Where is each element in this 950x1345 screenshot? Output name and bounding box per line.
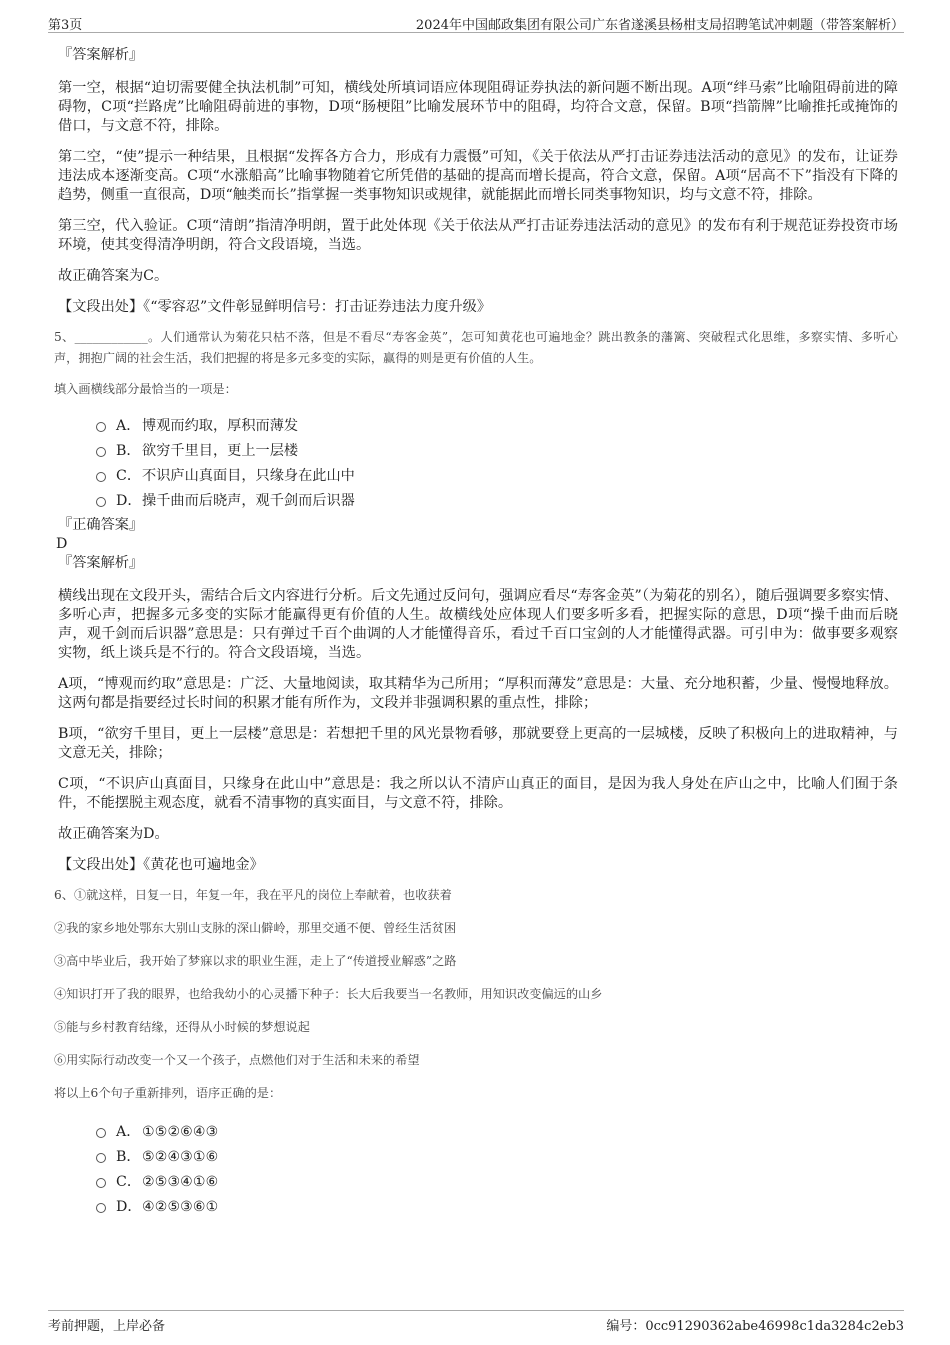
q6-sentence-5: ⑤能与乡村教育结缘，还得从小时候的梦想说起 (54, 1020, 310, 1034)
q6-prompt: 将以上6个句子重新排列，语序正确的是： (54, 1086, 282, 1100)
q5-stem-text: 。人们通常认为菊花只枯不落，但是不看尽“寿客金英”，怎可知黄花也可遍地金？跳出教条的藩篱、突破程式化思维，多察实情、多听心声，拥抱广阔的社会生活，我们把握的将是多元多变的实际，赢得的则是更有价值的人生。 (54, 330, 898, 365)
q5-option-a[interactable]: A． 博观而约取，厚积而薄发 (96, 414, 898, 439)
q5-answer-label: 『正确答案』 (58, 517, 144, 533)
q4-analysis-label: 『答案解析』 (58, 47, 144, 63)
radio-icon[interactable] (96, 1128, 106, 1138)
q5-analysis-para2: A项，“博观而约取”意思是：广泛、大量地阅读，取其精华为己所用；“厚积而薄发”意思是：大量、充分地积蓄，少量、慢慢地释放。这两句都是指要经过长时间的积累才能有所作为，文段并非强调积累的重点性，排除； (58, 676, 898, 711)
q4-analysis-para1: 第一空，根据“迫切需要健全执法机制”可知，横线处所填词语应体现阻碍证券执法的新问题不断出现。A项“绊马索”比喻阻碍前进的障碍物，C项“拦路虎”比喻阻碍前进的事物，D项“肠梗阻”比喻发展环节中的阻碍，均符合文意，保留。B项“挡箭牌”比喻推托或掩饰的借口，与文意不符，排除。 (58, 80, 898, 134)
q6-option-b[interactable]: B．⑤②④③①⑥ (96, 1145, 898, 1170)
q6-sentence-3: ③高中毕业后，我开始了梦寐以求的职业生涯，走上了“传道授业解惑”之路 (54, 954, 457, 968)
radio-icon[interactable] (96, 1153, 106, 1163)
q5-option-c[interactable]: C．不识庐山真面目，只缘身在此山中 (96, 464, 898, 489)
q5-options (58, 414, 898, 514)
q6-sentence-1: 6、①就这样，日复一日，年复一年，我在平凡的岗位上奉献着，也收获着 (54, 888, 452, 902)
radio-icon[interactable] (96, 1178, 106, 1188)
q4-analysis-para3: 第三空，代入验证。C项“清朗”指清净明朗，置于此处体现《关于依法从严打击证券违法活动的意见》的发布有利于规范证券投资市场环境，使其变得清净明朗，符合文段语境，当选。 (58, 218, 898, 253)
radio-icon[interactable] (96, 472, 106, 482)
footer-slogan: 考前押题，上岸必备 (48, 1319, 166, 1334)
radio-icon[interactable] (96, 447, 106, 457)
q5-conclusion: 故正确答案为D。 (58, 826, 169, 842)
q5-analysis-para3: B项，“欲穷千里目，更上一层楼”意思是：若想把千里的风光景物看够，那就要登上更高的一层城楼，反映了积极向上的进取精神，与文意无关，排除； (58, 726, 898, 761)
page-number: 第3页 (48, 18, 83, 33)
radio-icon[interactable] (96, 497, 106, 507)
q5-analysis-para1: 横线出现在文段开头，需结合后文内容进行分析。后文先通过反问句，强调应看尽“寿客金英”（为菊花的别名），随后强调要多察实情、多听心声，把握多元多变的实际才能赢得更有价值的人生。故横线处应体现人们要多听多看，把握实际的意思，D项“操千曲而后晓声，观千剑而后识器”意思是：只有弹过千百个曲调的人才能懂得音乐，看过千百口宝剑的人才能懂得武器。可引申为：做事要多观察实物，纸上谈兵是不行的。符合文段语境，当选。 (58, 588, 898, 661)
q5-analysis-para4: C项，“不识庐山真面目，只缘身在此山中”意思是：我之所以认不清庐山真正的面目，是因为我人身处在庐山之中，比喻人们囿于条件，不能摆脱主观态度，就看不清事物的真实面目，与文意不符，排除。 (58, 776, 898, 811)
radio-icon[interactable] (96, 1203, 106, 1213)
q5-stem (54, 327, 898, 369)
document-body (54, 46, 898, 1220)
q6-sentence-6: ⑥用实际行动改变一个又一个孩子，点燃他们对于生活和未来的希望 (54, 1053, 420, 1067)
q6-option-c[interactable]: C．②⑤③④①⑥ (96, 1170, 898, 1195)
q6-option-a[interactable]: A． ①⑤②⑥④③ (96, 1120, 898, 1145)
q5-answer: D (56, 536, 68, 552)
radio-icon[interactable] (96, 422, 106, 432)
document-id: 编号：0cc91290362abe46998c1da3284c2eb3 (606, 1319, 904, 1334)
q5-prompt: 填入画横线部分最恰当的一项是： (54, 382, 237, 396)
q5-option-d[interactable]: D．操千曲而后晓声，观千剑而后识器 (96, 489, 898, 514)
q5-source: 【文段出处】《黄花也可遍地金》 (58, 857, 264, 873)
q6-sentence-4: ④知识打开了我的眼界，也给我幼小的心灵播下种子：长大后我要当一名教师，用知识改变偏远的山乡 (54, 987, 603, 1001)
q6-options (58, 1120, 898, 1220)
page-footer (48, 1310, 904, 1333)
q5-analysis-label: 『答案解析』 (58, 555, 144, 571)
page-header (48, 10, 904, 33)
document-title: 2024年中国邮政集团有限公司广东省遂溪县杨柑支局招聘笔试冲刺题（带答案解析） (415, 18, 904, 33)
q4-conclusion: 故正确答案为C。 (58, 268, 169, 284)
q5-blank: ____________ (74, 330, 148, 344)
q6-sentence-2: ②我的家乡地处鄂东大别山支脉的深山僻岭，那里交通不便、曾经生活贫困 (54, 921, 457, 935)
q6-option-d[interactable]: D．④②⑤③⑥① (96, 1195, 898, 1220)
q4-source: 【文段出处】《“零容忍”文件彰显鲜明信号：打击证券违法力度升级》 (58, 299, 492, 315)
q4-analysis-para2: 第二空，“使”提示一种结果，且根据“发挥各方合力，形成有力震慑”可知，《关于依法从严打击证券违法活动的意见》的发布，让证券违法成本逐渐变高。C项“水涨船高”比喻事物随着它所凭借的基础的提高而增长提高，符合文意，保留。A项“居高不下”指没有下降的趋势，侧重一直很高，D项“触类而长”指掌握一类事物知识或规律，就能据此而增长同类事物知识，均与文意不符，排除。 (58, 149, 898, 203)
q5-number: 5、 (54, 330, 75, 344)
q5-option-b[interactable]: B．欲穷千里目，更上一层楼 (96, 439, 898, 464)
